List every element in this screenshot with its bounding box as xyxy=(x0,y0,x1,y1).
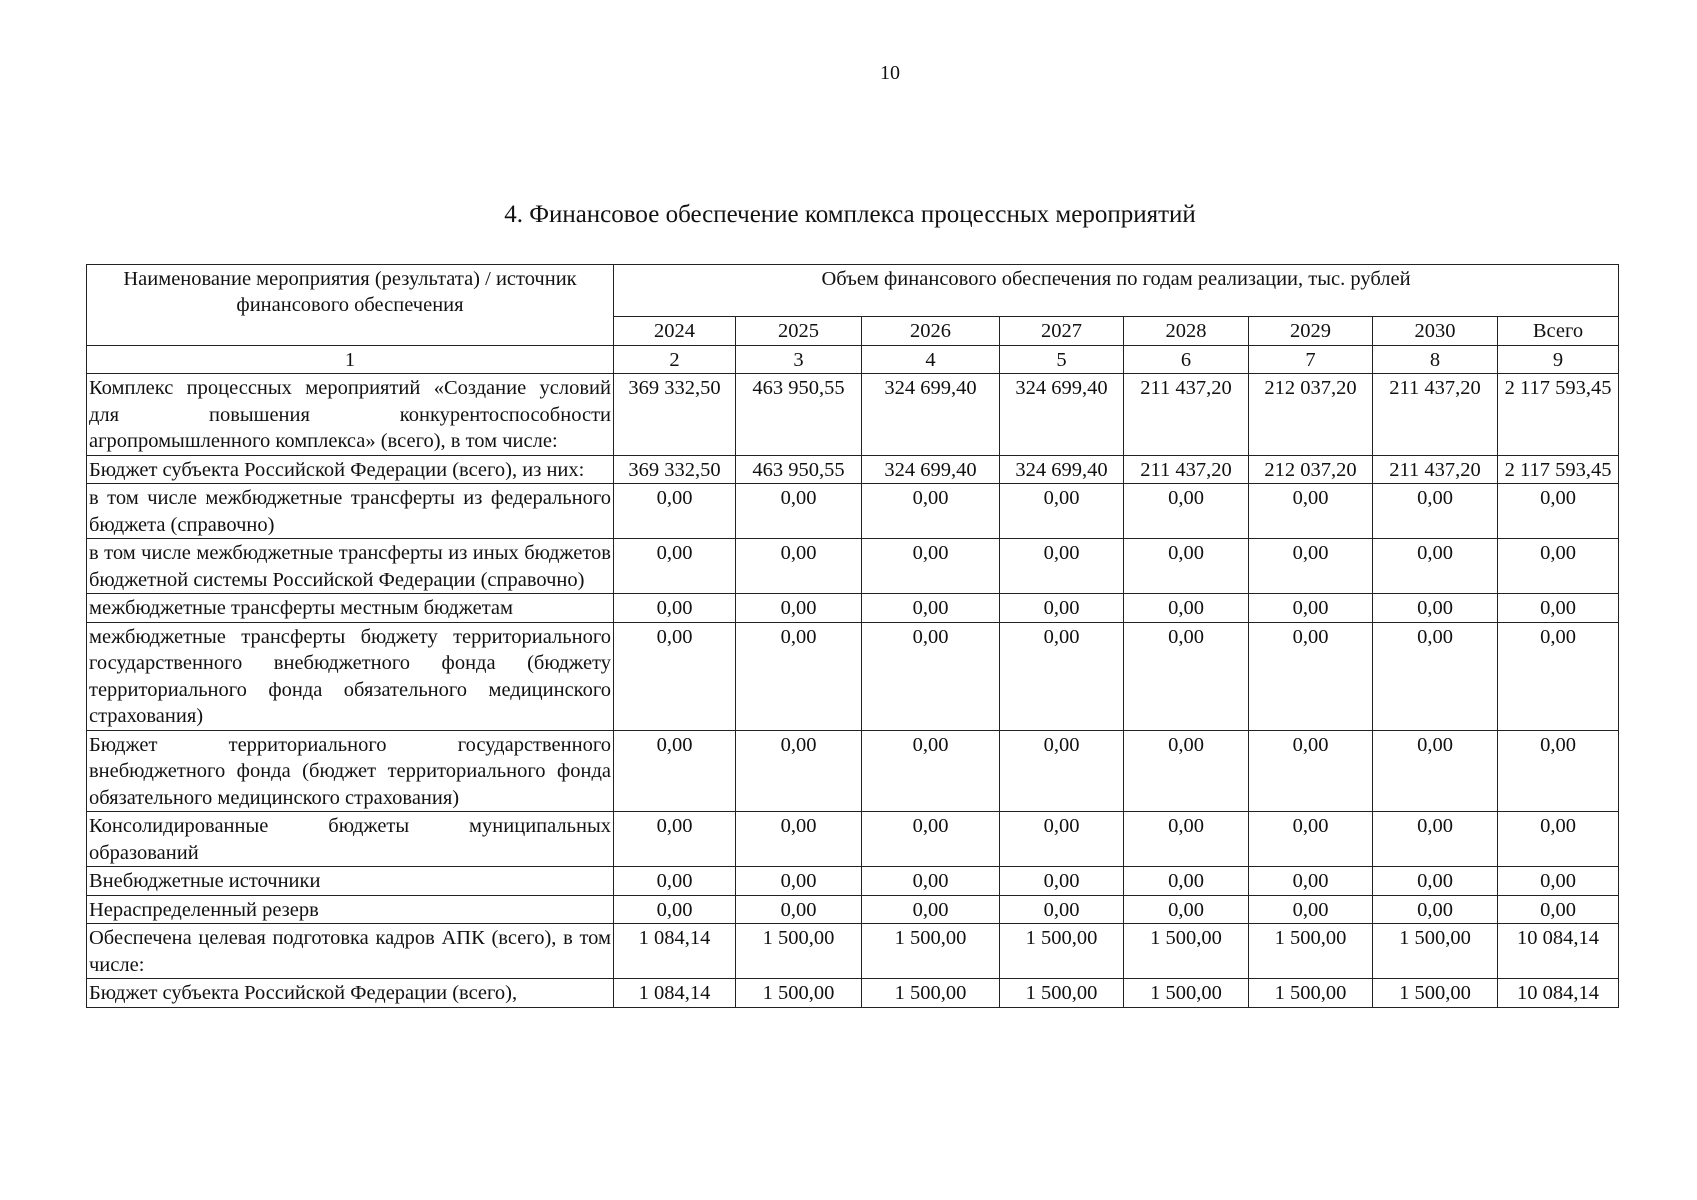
value-cell: 1 500,00 xyxy=(736,924,862,979)
value-cell: 212 037,20 xyxy=(1249,374,1373,456)
value-cell: 0,00 xyxy=(1373,622,1498,730)
value-cell: 0,00 xyxy=(1000,730,1124,812)
value-cell: 0,00 xyxy=(1249,895,1373,924)
value-cell: 0,00 xyxy=(614,730,736,812)
value-cell: 0,00 xyxy=(1124,867,1249,896)
value-cell: 0,00 xyxy=(862,539,1000,594)
value-cell: 0,00 xyxy=(614,812,736,867)
value-cell: 0,00 xyxy=(1124,484,1249,539)
year-header: 2025 xyxy=(736,317,862,346)
value-cell: 0,00 xyxy=(614,539,736,594)
table-row xyxy=(87,374,1619,456)
value-cell: 211 437,20 xyxy=(1124,374,1249,456)
row-name-cell: Нераспределенный резерв xyxy=(87,895,614,924)
year-header: 2026 xyxy=(862,317,1000,346)
table-row xyxy=(87,924,1619,979)
value-cell: 0,00 xyxy=(736,622,862,730)
column-number: 8 xyxy=(1373,345,1498,374)
value-cell: 0,00 xyxy=(736,539,862,594)
value-cell: 0,00 xyxy=(736,730,862,812)
value-cell: 0,00 xyxy=(736,812,862,867)
value-cell: 0,00 xyxy=(614,594,736,623)
value-cell: 0,00 xyxy=(1000,539,1124,594)
value-cell: 0,00 xyxy=(1373,895,1498,924)
column-number: 6 xyxy=(1124,345,1249,374)
value-cell: 0,00 xyxy=(1124,895,1249,924)
year-header: 2027 xyxy=(1000,317,1124,346)
table-row xyxy=(87,539,1619,594)
value-cell: 0,00 xyxy=(1498,812,1619,867)
column-number: 2 xyxy=(614,345,736,374)
value-cell: 0,00 xyxy=(1249,539,1373,594)
value-cell: 0,00 xyxy=(1373,594,1498,623)
value-cell: 0,00 xyxy=(1373,730,1498,812)
value-cell: 0,00 xyxy=(1124,812,1249,867)
row-name-cell: Внебюджетные источники xyxy=(87,867,614,896)
value-cell: 0,00 xyxy=(1373,484,1498,539)
year-header: 2024 xyxy=(614,317,736,346)
table-row xyxy=(87,622,1619,730)
value-cell: 324 699,40 xyxy=(862,374,1000,456)
value-cell: 0,00 xyxy=(614,484,736,539)
row-name-cell: Комплекс процессных мероприятий «Создание условий для повышения конкурентоспособности агропромышленного комплекса» (всего), в том числе: xyxy=(87,374,614,456)
value-cell: 0,00 xyxy=(1373,867,1498,896)
row-name-cell: межбюджетные трансферты местным бюджетам xyxy=(87,594,614,623)
value-cell: 0,00 xyxy=(862,594,1000,623)
header-name-cell: Наименование мероприятия (результата) / источник финансового обеспечения xyxy=(87,265,614,346)
value-cell: 463 950,55 xyxy=(736,374,862,456)
value-cell: 0,00 xyxy=(736,867,862,896)
value-cell: 0,00 xyxy=(1498,539,1619,594)
value-cell: 0,00 xyxy=(1000,867,1124,896)
column-number: 4 xyxy=(862,345,1000,374)
row-name-cell: Бюджет субъекта Российской Федерации (всего), xyxy=(87,979,614,1008)
value-cell: 324 699,40 xyxy=(862,455,1000,484)
header-volume-cell: Объем финансового обеспечения по годам реализации, тыс. рублей xyxy=(614,265,1619,317)
value-cell: 0,00 xyxy=(1373,812,1498,867)
value-cell: 1 500,00 xyxy=(736,979,862,1008)
value-cell: 1 500,00 xyxy=(862,979,1000,1008)
value-cell: 211 437,20 xyxy=(1124,455,1249,484)
value-cell: 0,00 xyxy=(1124,594,1249,623)
value-cell: 0,00 xyxy=(1498,622,1619,730)
value-cell: 324 699,40 xyxy=(1000,455,1124,484)
value-cell: 1 500,00 xyxy=(1000,979,1124,1008)
value-cell: 0,00 xyxy=(862,622,1000,730)
value-cell: 1 084,14 xyxy=(614,979,736,1008)
value-cell: 0,00 xyxy=(1498,484,1619,539)
value-cell: 0,00 xyxy=(614,622,736,730)
value-cell: 0,00 xyxy=(614,895,736,924)
value-cell: 0,00 xyxy=(1000,895,1124,924)
year-header: 2030 xyxy=(1373,317,1498,346)
value-cell: 1 500,00 xyxy=(1249,924,1373,979)
value-cell: 0,00 xyxy=(1498,594,1619,623)
column-number: 1 xyxy=(87,345,614,374)
value-cell: 1 500,00 xyxy=(1373,924,1498,979)
section-title: 4. Финансовое обеспечение комплекса процессных мероприятий xyxy=(504,201,1196,228)
row-name-cell: Бюджет субъекта Российской Федерации (всего), из них: xyxy=(87,455,614,484)
value-cell: 0,00 xyxy=(1373,539,1498,594)
value-cell: 1 500,00 xyxy=(862,924,1000,979)
value-cell: 0,00 xyxy=(1498,730,1619,812)
year-header: 2029 xyxy=(1249,317,1373,346)
value-cell: 0,00 xyxy=(736,594,862,623)
value-cell: 0,00 xyxy=(862,730,1000,812)
table-row xyxy=(87,979,1619,1008)
value-cell: 212 037,20 xyxy=(1249,455,1373,484)
value-cell: 0,00 xyxy=(1498,867,1619,896)
row-name-cell: межбюджетные трансферты бюджету территориального государственного внебюджетного фонда (бюджету территориального фонда обязательного медицинского страхования) xyxy=(87,622,614,730)
header-row xyxy=(87,265,1619,317)
value-cell: 0,00 xyxy=(1000,622,1124,730)
total-header: Всего xyxy=(1498,317,1619,346)
column-number: 5 xyxy=(1000,345,1124,374)
value-cell: 0,00 xyxy=(1124,622,1249,730)
column-number: 9 xyxy=(1498,345,1619,374)
value-cell: 324 699,40 xyxy=(1000,374,1124,456)
value-cell: 0,00 xyxy=(1249,812,1373,867)
value-cell: 1 500,00 xyxy=(1124,924,1249,979)
table-row xyxy=(87,730,1619,812)
value-cell: 1 500,00 xyxy=(1124,979,1249,1008)
value-cell: 0,00 xyxy=(1124,539,1249,594)
table-row xyxy=(87,867,1619,896)
row-name-cell: Обеспечена целевая подготовка кадров АПК (всего), в том числе: xyxy=(87,924,614,979)
value-cell: 2 117 593,45 xyxy=(1498,455,1619,484)
value-cell: 0,00 xyxy=(1000,812,1124,867)
value-cell: 10 084,14 xyxy=(1498,924,1619,979)
table-row xyxy=(87,594,1619,623)
column-number: 7 xyxy=(1249,345,1373,374)
table-row xyxy=(87,455,1619,484)
value-cell: 0,00 xyxy=(736,895,862,924)
value-cell: 1 500,00 xyxy=(1000,924,1124,979)
value-cell: 1 084,14 xyxy=(614,924,736,979)
value-cell: 0,00 xyxy=(862,895,1000,924)
value-cell: 0,00 xyxy=(1124,730,1249,812)
row-name-cell: Консолидированные бюджеты муниципальных образований xyxy=(87,812,614,867)
value-cell: 211 437,20 xyxy=(1373,455,1498,484)
value-cell: 211 437,20 xyxy=(1373,374,1498,456)
row-name-cell: Бюджет территориального государственного внебюджетного фонда (бюджет территориального фонда обязательного медицинского страхования) xyxy=(87,730,614,812)
value-cell: 0,00 xyxy=(862,484,1000,539)
value-cell: 463 950,55 xyxy=(736,455,862,484)
value-cell: 0,00 xyxy=(1249,867,1373,896)
value-cell: 10 084,14 xyxy=(1498,979,1619,1008)
page-number: 10 xyxy=(880,62,900,84)
value-cell: 369 332,50 xyxy=(614,455,736,484)
value-cell: 369 332,50 xyxy=(614,374,736,456)
row-name-cell: в том числе межбюджетные трансферты из иных бюджетов бюджетной системы Российской Федерации (справочно) xyxy=(87,539,614,594)
column-numbers-row xyxy=(87,345,1619,374)
table-row xyxy=(87,484,1619,539)
value-cell: 0,00 xyxy=(614,867,736,896)
column-number: 3 xyxy=(736,345,862,374)
financing-table xyxy=(86,264,1619,1008)
value-cell: 0,00 xyxy=(1249,484,1373,539)
value-cell: 1 500,00 xyxy=(1373,979,1498,1008)
row-name-cell: в том числе межбюджетные трансферты из федерального бюджета (справочно) xyxy=(87,484,614,539)
value-cell: 2 117 593,45 xyxy=(1498,374,1619,456)
value-cell: 0,00 xyxy=(1249,622,1373,730)
year-header: 2028 xyxy=(1124,317,1249,346)
table-body xyxy=(87,374,1619,1008)
value-cell: 0,00 xyxy=(1000,594,1124,623)
value-cell: 0,00 xyxy=(862,867,1000,896)
value-cell: 0,00 xyxy=(1498,895,1619,924)
value-cell: 0,00 xyxy=(1249,594,1373,623)
table-row xyxy=(87,895,1619,924)
value-cell: 1 500,00 xyxy=(1249,979,1373,1008)
value-cell: 0,00 xyxy=(1000,484,1124,539)
value-cell: 0,00 xyxy=(1249,730,1373,812)
value-cell: 0,00 xyxy=(862,812,1000,867)
table-row xyxy=(87,812,1619,867)
value-cell: 0,00 xyxy=(736,484,862,539)
